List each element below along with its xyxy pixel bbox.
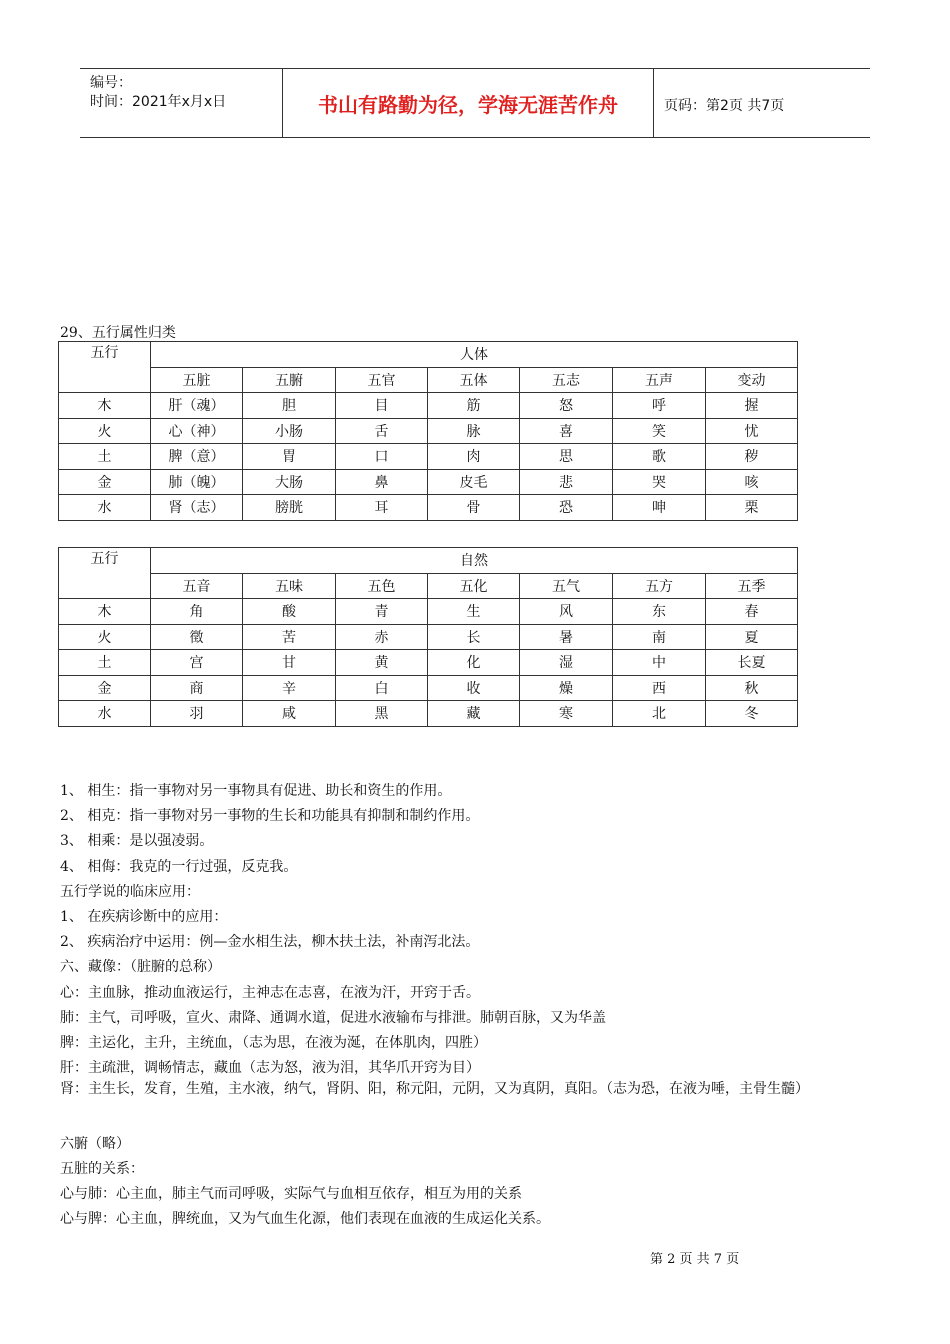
paragraph-line: 六腑（略） [60,1136,130,1152]
table-cell: 白 [336,675,428,701]
table-cell: 湿 [520,650,613,676]
table-cell: 藏 [428,701,520,727]
table-cell: 燥 [520,675,613,701]
table-cell: 耳 [336,495,428,521]
header-page-info: 页码：第2页 共7页 [664,98,785,114]
table-cell: 商 [151,675,243,701]
page-footer: 第 2 页 共 7 页 [650,1252,740,1267]
table-cell: 东 [613,599,706,625]
table-cell: 羽 [151,701,243,727]
header-motto: 书山有路勤为径，学海无涯苦作舟 [283,69,654,137]
paragraph-line: 五行学说的临床应用： [60,884,200,900]
table-cell: 北 [613,701,706,727]
table2-col-header: 五方 [613,573,706,599]
table-cell: 笑 [613,418,706,444]
row-label: 金 [59,675,151,701]
table-cell: 黑 [336,701,428,727]
table-cell: 脉 [428,418,520,444]
paragraph-line: 4、 相侮：我克的一行过强，反克我。 [60,859,298,875]
table1-col-header: 五脏 [151,367,243,393]
table-cell: 悲 [520,469,613,495]
table-cell: 风 [520,599,613,625]
table-cell: 青 [336,599,428,625]
table-cell: 忧 [706,418,798,444]
paragraph-line: 1、 在疾病诊断中的应用： [60,909,228,925]
table2-col-header: 五味 [243,573,336,599]
table-cell: 怒 [520,393,613,419]
table1-group: 人体 [151,342,798,368]
table1-col-header: 五志 [520,367,613,393]
table-cell: 喜 [520,418,613,444]
table-cell: 长夏 [706,650,798,676]
table-cell: 长 [428,624,520,650]
table-cell: 呼 [613,393,706,419]
paragraph-line: 3、 相乘：是以强凌弱。 [60,833,214,849]
row-label: 木 [59,599,151,625]
table1-corner: 五行 [59,342,151,393]
table-cell: 黄 [336,650,428,676]
table-cell: 秽 [706,444,798,470]
table-row [59,650,798,676]
table-cell: 秋 [706,675,798,701]
paragraph-line: 心与肺：心主血，肺主气而司呼吸，实际气与血相互依存，相互为用的关系 [60,1186,522,1202]
table-cell: 膀胱 [243,495,336,521]
nature-table [58,547,798,727]
paragraph-line: 2、 疾病治疗中运用：例—金水相生法，柳木扶土法，补南泻北法。 [60,934,480,950]
table-row [59,624,798,650]
table2-col-header: 五化 [428,573,520,599]
table-cell: 哭 [613,469,706,495]
table-row [59,469,798,495]
table-row [59,701,798,727]
paragraph-line: 肝：主疏泄，调畅情志，藏血（志为怒，液为泪，其华爪开窍为目） [60,1060,480,1076]
table-cell: 肉 [428,444,520,470]
paragraph-line: 1、 相生：指一事物对另一事物具有促进、助长和资生的作用。 [60,783,452,799]
table-cell: 栗 [706,495,798,521]
table-cell: 角 [151,599,243,625]
table-cell: 夏 [706,624,798,650]
table-cell: 寒 [520,701,613,727]
table-cell: 赤 [336,624,428,650]
paragraph-line: 心：主血脉，推动血液运行，主神志在志喜，在液为汗，开窍于舌。 [60,985,480,1001]
paragraph-line: 肾：主生长，发育，生殖，主水液，纳气，肾阴、阳，称元阳，元阴，又为真阴，真阳。（志为恐，在液为唾，主骨生髓） [60,1081,809,1097]
table-row [59,393,798,419]
time-label: 时间：2021年x月x日 [90,94,227,110]
table-cell: 苦 [243,624,336,650]
paragraph-line: 五脏的关系： [60,1161,144,1177]
table-cell: 心（神） [151,418,243,444]
row-label: 木 [59,393,151,419]
row-label: 土 [59,444,151,470]
table-cell: 中 [613,650,706,676]
paragraph-line: 2、 相克：指一事物对另一事物的生长和功能具有抑制和制约作用。 [60,808,480,824]
row-label: 火 [59,418,151,444]
paragraph-line: 脾：主运化，主升，主统血，（志为思，在液为涎，在体肌肉，四胜） [60,1035,487,1051]
row-label: 水 [59,701,151,727]
table-cell: 生 [428,599,520,625]
row-label: 水 [59,495,151,521]
table2-corner: 五行 [59,548,151,599]
table-cell: 筋 [428,393,520,419]
table-cell: 辛 [243,675,336,701]
table-cell: 肺（魄） [151,469,243,495]
section-title: 29、五行属性归类 [60,325,176,341]
table-cell: 皮毛 [428,469,520,495]
table-cell: 咸 [243,701,336,727]
table1-col-header: 五声 [613,367,706,393]
table-cell: 思 [520,444,613,470]
table-cell: 宫 [151,650,243,676]
table-cell: 舌 [336,418,428,444]
table-row [59,418,798,444]
table-cell: 大肠 [243,469,336,495]
table-cell: 南 [613,624,706,650]
table-cell: 春 [706,599,798,625]
table-cell: 肝（魂） [151,393,243,419]
table-row [59,444,798,470]
row-label: 火 [59,624,151,650]
table2-col-header: 五色 [336,573,428,599]
table-row [59,599,798,625]
table-cell: 小肠 [243,418,336,444]
paragraph-line: 肺：主气，司呼吸，宣火、肃降、通调水道，促进水液输布与排泄。肺朝百脉，又为华盖 [60,1010,606,1026]
table-cell: 胆 [243,393,336,419]
table-cell: 化 [428,650,520,676]
table2-group: 自然 [151,548,798,574]
table1-col-header: 五官 [336,367,428,393]
table-cell: 骨 [428,495,520,521]
table-cell: 恐 [520,495,613,521]
row-label: 土 [59,650,151,676]
table-cell: 甘 [243,650,336,676]
table-row [59,495,798,521]
table-cell: 徵 [151,624,243,650]
table-cell: 口 [336,444,428,470]
table1-col-header: 变动 [706,367,798,393]
table-cell: 目 [336,393,428,419]
table2-col-header: 五季 [706,573,798,599]
table-cell: 呻 [613,495,706,521]
table-cell: 握 [706,393,798,419]
page-header [80,68,870,138]
paragraph-line: 心与脾：心主血，脾统血，又为气血生化源，他们表现在血液的生成运化关系。 [60,1211,550,1227]
table-cell: 鼻 [336,469,428,495]
paragraph-line: 六、藏像：（脏腑的总称） [60,959,221,975]
table1-col-header: 五腑 [243,367,336,393]
table-cell: 收 [428,675,520,701]
table-cell: 肾（志） [151,495,243,521]
table-cell: 歌 [613,444,706,470]
table-cell: 冬 [706,701,798,727]
number-label: 编号： [90,75,132,91]
row-label: 金 [59,469,151,495]
table-cell: 咳 [706,469,798,495]
table1-col-header: 五体 [428,367,520,393]
table-cell: 酸 [243,599,336,625]
header-meta [80,69,283,137]
table-row [59,675,798,701]
table-cell: 西 [613,675,706,701]
table2-col-header: 五音 [151,573,243,599]
table-cell: 暑 [520,624,613,650]
human-body-table [58,341,798,521]
table-cell: 脾（意） [151,444,243,470]
table-cell: 胃 [243,444,336,470]
table2-col-header: 五气 [520,573,613,599]
